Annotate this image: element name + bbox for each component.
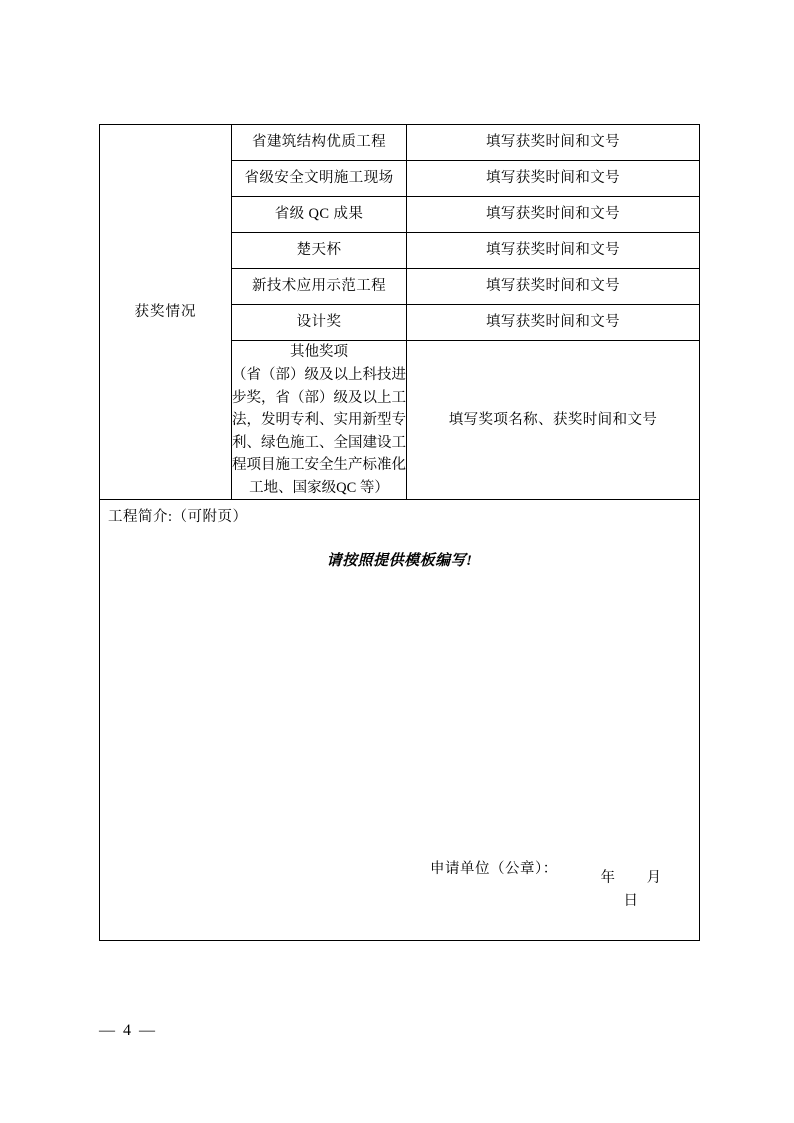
other-award-value: 填写奖项名称、获奖时间和文号: [407, 341, 700, 500]
award-item-value: 填写获奖时间和文号: [407, 161, 700, 197]
award-item-name: 楚天杯: [232, 233, 407, 269]
award-item-name: 省级 QC 成果: [232, 197, 407, 233]
award-item-value: 填写获奖时间和文号: [407, 197, 700, 233]
other-award-title: 其他奖项: [290, 344, 348, 360]
project-introduction-title: 工程简介:（可附页）: [108, 509, 248, 526]
award-info-table: [99, 124, 700, 941]
project-introduction-note: 请按照提供模板编写!: [326, 553, 473, 570]
award-item-name: 省级安全文明施工现场: [232, 161, 407, 197]
award-item-value: 填写获奖时间和文号: [407, 125, 700, 161]
table-row-intro: [100, 500, 700, 941]
date-year-label: 年: [600, 870, 616, 887]
other-award-item: [232, 341, 407, 500]
award-item-value: 填写获奖时间和文号: [407, 269, 700, 305]
page-number: — 4 —: [99, 1022, 157, 1039]
date-month-label: 月: [646, 870, 662, 887]
award-item-name: 设计奖: [232, 305, 407, 341]
award-section-label: 获奖情况: [100, 125, 232, 500]
other-award-detail: （省（部）级及以上科技进步奖，省（部）级及以上工法，发明专利、实用新型专利、绿色施工、全国建设工程项目施工安全生产标准化工地、国家级QC 等）: [232, 367, 406, 496]
award-item-name: 省建筑结构优质工程: [232, 125, 407, 161]
table-row: [100, 125, 700, 161]
signature-date-line: [590, 867, 699, 912]
award-item-value: 填写获奖时间和文号: [407, 233, 700, 269]
award-item-name: 新技术应用示范工程: [232, 269, 407, 305]
project-introduction-cell: [100, 500, 700, 941]
date-day-label: 日: [623, 892, 639, 909]
applicant-unit-seal-label: 申请单位（公章）：: [430, 860, 558, 877]
award-item-value: 填写获奖时间和文号: [407, 305, 700, 341]
